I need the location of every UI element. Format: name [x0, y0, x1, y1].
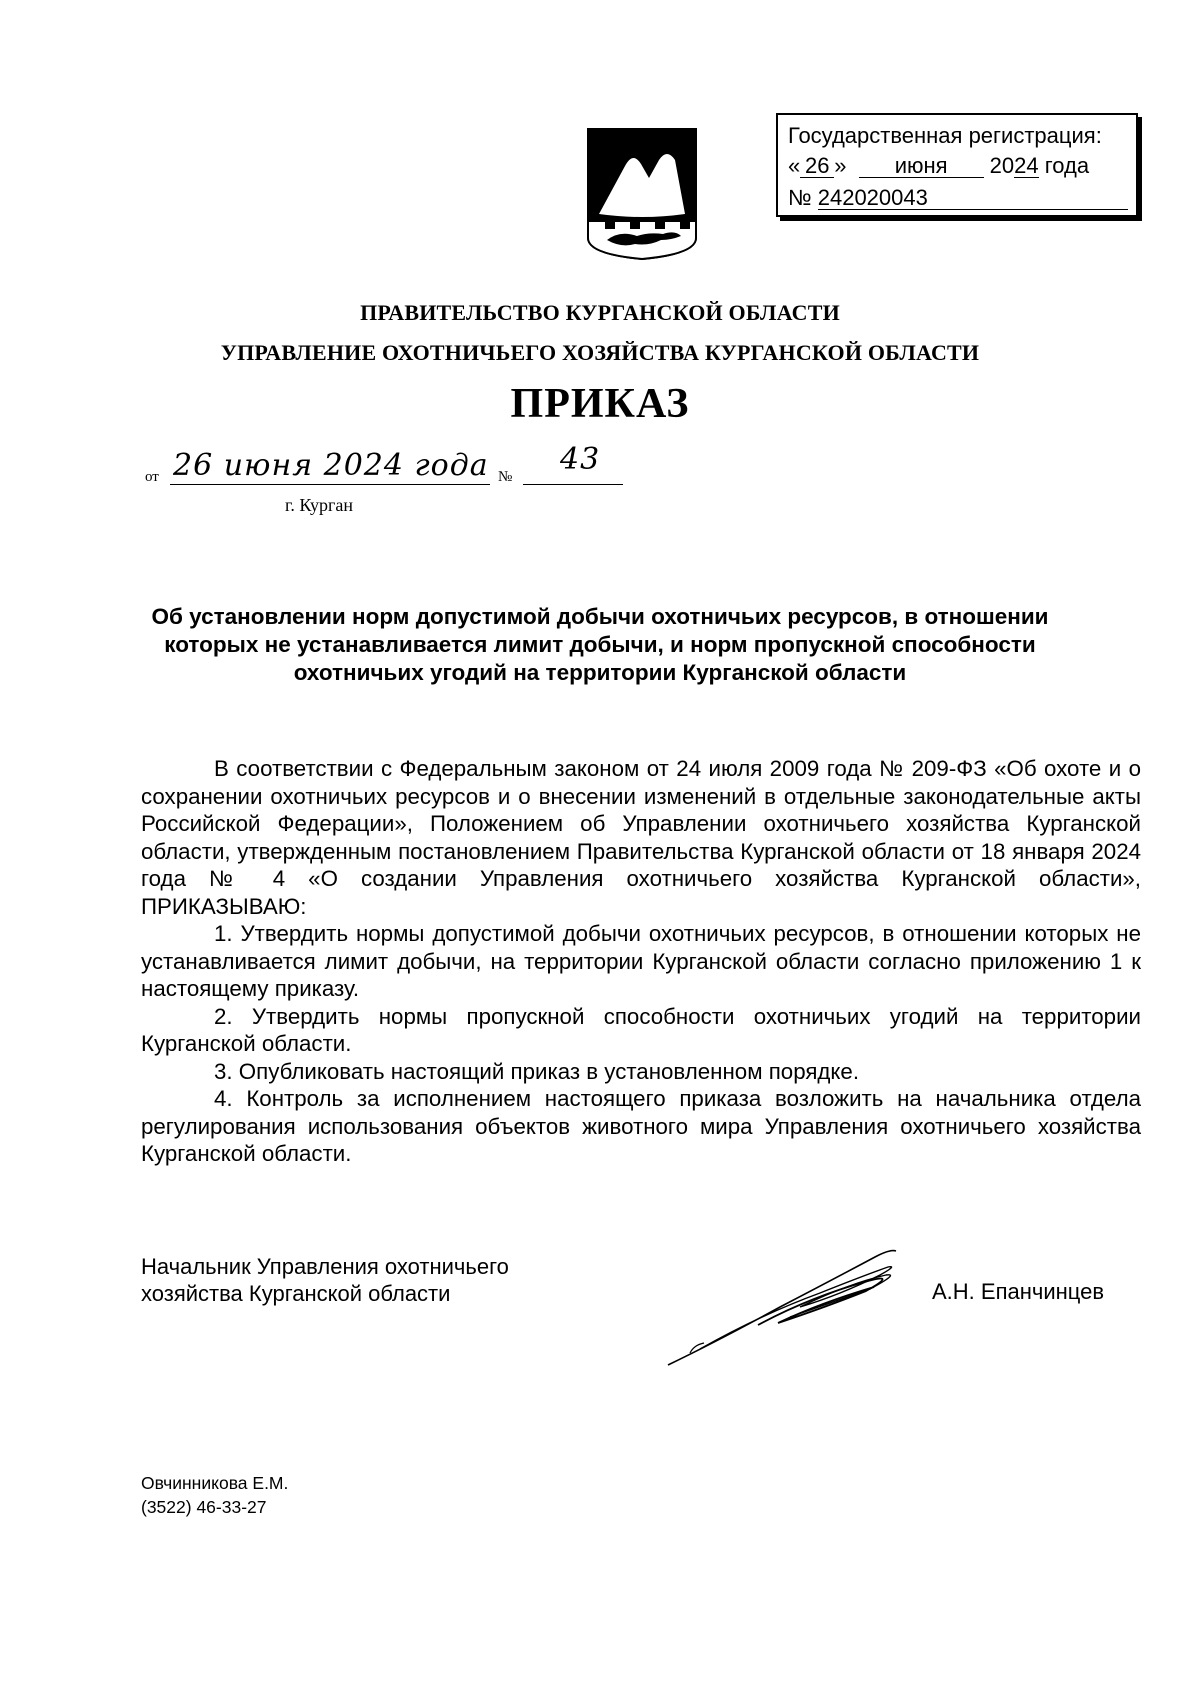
order-subject: Об установлении норм допустимой добычи охотничьих ресурсов, в отношении которых не устанавливается лимит добычи, и норм пропускной способности охотничьих угодий на территории Курганской области: [151, 604, 1049, 685]
handwritten-signature: [660, 1245, 920, 1370]
order-item: 1. Утвердить нормы допустимой добычи охотничьих ресурсов, в отношении которых не устанавливается лимит добычи, на территории Курганской области согласно приложению 1 к настоящему приказу.: [141, 921, 1141, 1001]
government-title: ПРАВИТЕЛЬСТВО КУРГАНСКОЙ ОБЛАСТИ: [360, 300, 840, 325]
registration-year: 24: [1014, 153, 1039, 178]
date-prefix: от: [145, 469, 159, 485]
registration-number: 242020043: [818, 187, 1128, 210]
executor-phone: (3522) 46-33-27: [141, 1497, 267, 1517]
handwritten-date: 26 июня 2024 года: [173, 448, 489, 483]
order-item: 3. Опубликовать настоящий приказ в установленном порядке.: [214, 1058, 860, 1084]
registration-number-row: № 242020043: [788, 187, 1128, 210]
date-underline: [170, 484, 490, 485]
registration-date: « 26 » июня 2024 года: [788, 153, 1090, 178]
order-date-number: [145, 442, 645, 530]
number-label: №: [498, 469, 513, 485]
preamble: В соответствии с Федеральным законом от 24 июля 2009 года № 209-ФЗ «Об охоте и о сохранении охотничьих ресурсов и о внесении изменений в отдельные законодательные акты Российской Федерации», Положением об Управлении охотничьего хозяйства Курганской области, утвержденным постановлением Правительства Курганской области от 18 января 2024 года № 4 «О создании Управления охотничьего хозяйства Курганской области», ПРИКАЗЫВАЮ:: [141, 756, 1141, 919]
executor-name: Овчинникова Е.М.: [141, 1473, 289, 1493]
number-underline: [523, 484, 623, 485]
department-title: УПРАВЛЕНИЕ ОХОТНИЧЬЕГО ХОЗЯЙСТВА КУРГАНСКОЙ ОБЛАСТИ: [220, 340, 980, 365]
signatory-position: Начальник Управления охотничьего хозяйства Курганской области: [141, 1254, 509, 1306]
document-type-title: ПРИКАЗ: [510, 381, 690, 427]
registration-title: Государственная регистрация:: [788, 123, 1102, 148]
order-item: 2. Утвердить нормы пропускной способности охотничьих угодий на территории Курганской области.: [141, 1003, 1141, 1056]
city: г. Курган: [285, 495, 354, 515]
registration-stamp: [776, 113, 1138, 217]
executor-info: [141, 1471, 288, 1519]
kurgan-coat-of-arms-icon: [585, 126, 699, 262]
order-body: [141, 755, 1141, 1168]
registration-month: июня: [859, 155, 984, 178]
signatory-name: А.Н. Епанчинцев: [932, 1279, 1105, 1304]
handwritten-number: 43: [560, 442, 601, 477]
registration-day: 26: [800, 155, 834, 178]
order-item: 4. Контроль за исполнением настоящего приказа возложить на начальника отдела регулирования использования объектов животного мира Управления охотничьего хозяйства Курганской области.: [141, 1086, 1141, 1166]
